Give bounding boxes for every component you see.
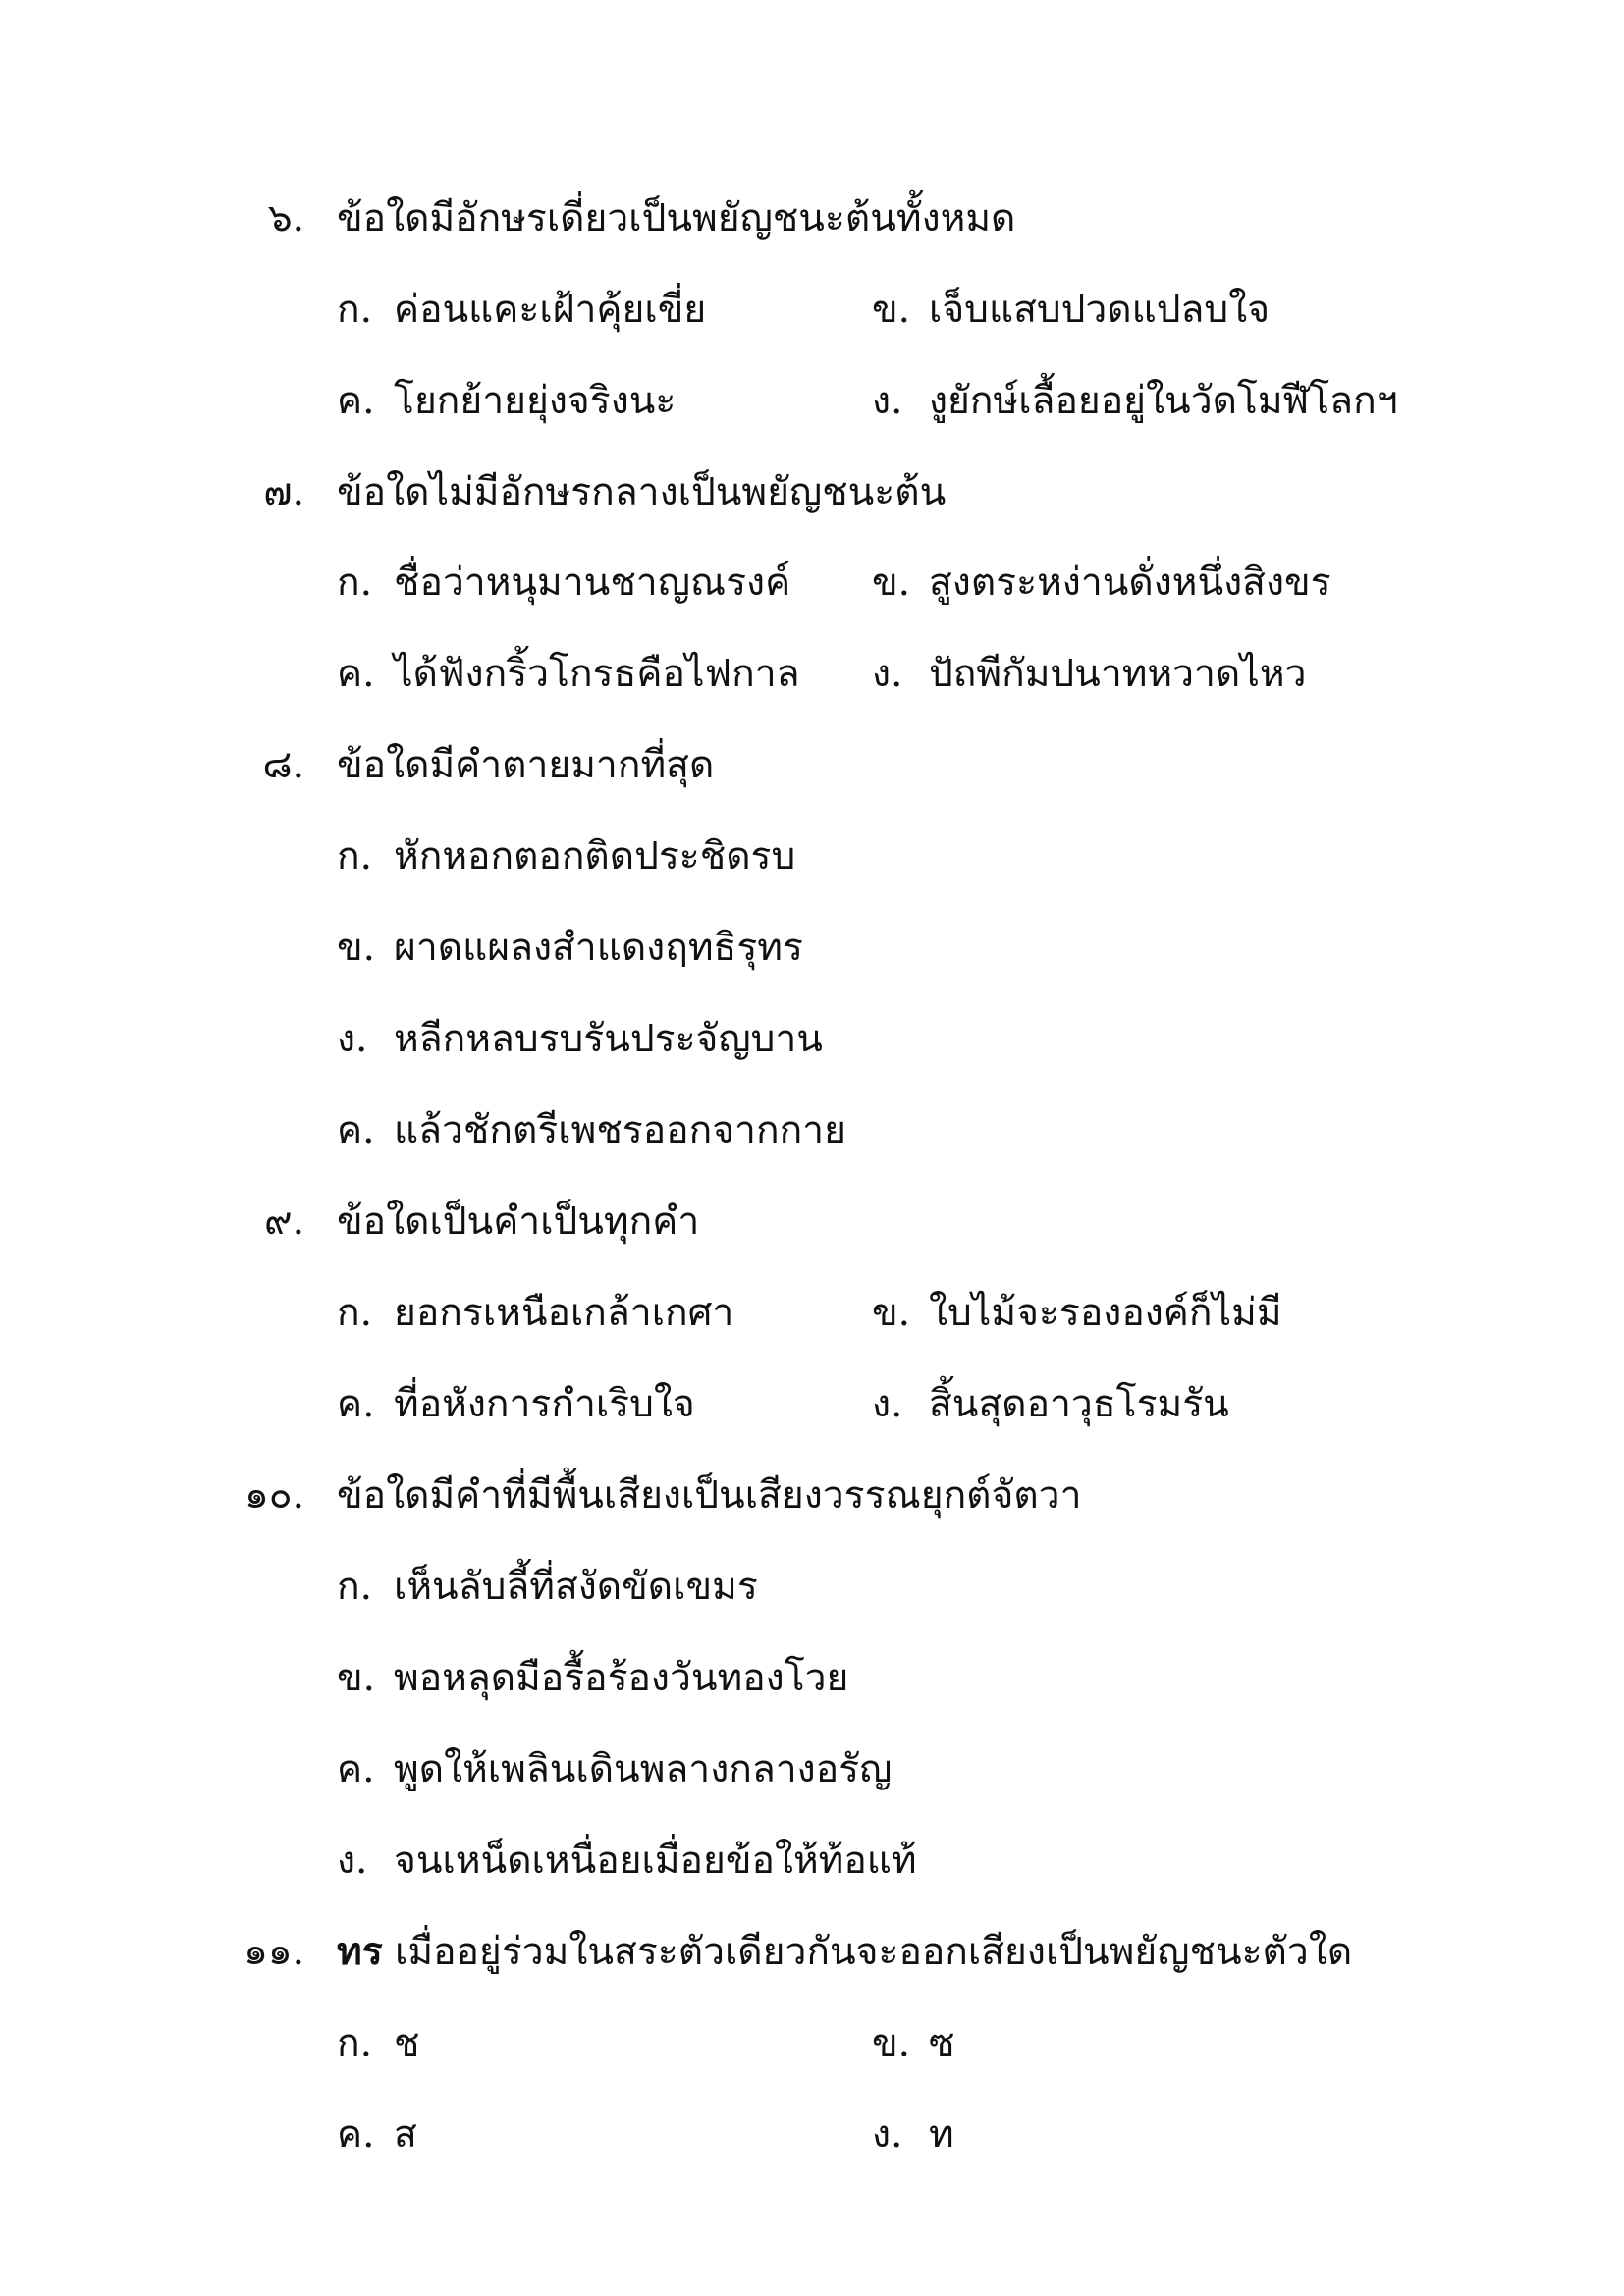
question-number: ๙. — [264, 1200, 304, 1244]
option-text: ใบไม้จะรององค์ก็ไม่มี — [929, 1291, 1282, 1335]
option-b — [337, 926, 803, 970]
option-a — [337, 561, 791, 605]
option-label: ง. — [872, 2112, 903, 2157]
option-label: ง. — [872, 1382, 903, 1426]
option-label: ก. — [337, 1565, 373, 1609]
question-number: ๖. — [267, 196, 304, 240]
option-text: เห็นลับลี้ที่สงัดขัดเขมร — [394, 1565, 758, 1609]
option-text: ปัถพีกัมปนาทหวาดไหว — [929, 652, 1307, 696]
option-d — [337, 1839, 917, 1883]
question-number: ๑๑. — [244, 1930, 304, 1974]
option-a — [337, 288, 707, 332]
option-b — [872, 288, 1271, 332]
option-text: งูยักษ์เลื้อยอยู่ในวัดโมฬีโลกฯ — [929, 379, 1398, 423]
option-text: เจ็บแสบปวดแปลบใจ — [929, 288, 1271, 332]
option-d — [337, 1017, 823, 1061]
option-label: ข. — [872, 2021, 911, 2065]
option-text: ซ — [929, 2021, 955, 2065]
option-label: ข. — [872, 288, 911, 332]
option-label: ก. — [337, 1291, 373, 1335]
option-label: ก. — [337, 288, 373, 332]
option-c — [337, 379, 677, 423]
question-text: ข้อใดมีคำตายมากที่สุด — [337, 743, 715, 787]
option-text: โยกย้ายยุ่งจริงนะ — [394, 379, 677, 423]
question-text: ข้อใดมีคำที่มีพื้นเสียงเป็นเสียงวรรณยุกต์จัตวา — [337, 1473, 1082, 1518]
option-c — [337, 1747, 893, 1791]
question-number: ๗. — [263, 470, 304, 514]
option-text: ยอกรเหนือเกล้าเกศา — [394, 1291, 734, 1335]
option-d — [872, 1382, 1229, 1426]
option-label: ค. — [337, 379, 375, 423]
question-text: ข้อใดเป็นคำเป็นทุกคำ — [337, 1200, 700, 1244]
option-text: ส — [394, 2112, 417, 2157]
option-text: ผาดแผลงสำแดงฤทธิรุทร — [394, 926, 803, 970]
option-text: หักหอกตอกติดประชิดรบ — [394, 834, 796, 879]
option-label: ค. — [337, 1108, 375, 1152]
option-a — [337, 834, 796, 879]
option-label: ง. — [337, 1839, 368, 1883]
option-label: ง. — [872, 379, 903, 423]
option-c — [337, 652, 800, 696]
option-c — [337, 1382, 695, 1426]
option-label: ค. — [337, 2112, 375, 2157]
question-number: ๘. — [262, 743, 304, 787]
question-text — [337, 1929, 1353, 1974]
option-text: ได้ฟังกริ้วโกรธคือไฟกาล — [394, 652, 800, 696]
option-label: ง. — [337, 1017, 368, 1061]
question-text: ข้อใดไม่มีอักษรกลางเป็นพยัญชนะต้น — [337, 470, 947, 514]
option-text: แล้วชักตรีเพชรออกจากกาย — [394, 1108, 846, 1152]
option-d — [872, 2112, 954, 2157]
option-label: ก. — [337, 561, 373, 605]
option-a — [337, 1565, 758, 1609]
option-label: ข. — [872, 561, 911, 605]
option-c — [337, 2112, 417, 2157]
option-text: ชื่อว่าหนุมานชาญณรงค์ — [394, 561, 791, 605]
option-label: ก. — [337, 834, 373, 879]
option-d — [872, 652, 1307, 696]
option-label: ง. — [872, 652, 903, 696]
option-text: พอหลุดมือรื้อร้องวันทองโวย — [394, 1656, 849, 1700]
option-d — [872, 379, 1398, 423]
option-text: สูงตระหง่านดั่งหนึ่งสิงขร — [929, 561, 1331, 605]
option-b — [872, 2021, 955, 2065]
option-b — [337, 1656, 849, 1700]
option-label: ข. — [337, 926, 376, 970]
option-label: ค. — [337, 1382, 375, 1426]
option-text: สิ้นสุดอาวุธโรมรัน — [929, 1382, 1229, 1426]
option-c — [337, 1108, 846, 1152]
option-text: ที่อหังการกำเริบใจ — [394, 1382, 695, 1426]
option-text: ช — [394, 2021, 420, 2065]
option-text: ท — [929, 2112, 954, 2157]
option-label: ค. — [337, 1747, 375, 1791]
option-text: หลีกหลบรบรันประจัญบาน — [394, 1017, 823, 1061]
option-a — [337, 2021, 420, 2065]
option-label: ก. — [337, 2021, 373, 2065]
option-text: จนเหน็ดเหนื่อยเมื่อยข้อให้ท้อแท้ — [394, 1839, 917, 1883]
option-label: ข. — [872, 1291, 911, 1335]
question-text-rest: เมื่ออยู่ร่วมในสระตัวเดียวกันจะออกเสียงเป็นพยัญชนะตัวใด — [382, 1930, 1353, 1974]
question-text: ข้อใดมีอักษรเดี่ยวเป็นพยัญชนะต้นทั้งหมด — [337, 196, 1016, 240]
option-label: ข. — [337, 1656, 376, 1700]
option-a — [337, 1291, 734, 1335]
option-b — [872, 1291, 1282, 1335]
question-number: ๑๐. — [244, 1473, 304, 1518]
option-label: ค. — [337, 652, 375, 696]
option-text: ค่อนแคะเฝ้าคุ้ยเขี่ย — [394, 288, 707, 332]
option-b — [872, 561, 1331, 605]
question-text-bold: ทร — [337, 1929, 383, 1974]
option-text: พูดให้เพลินเดินพลางกลางอรัญ — [394, 1747, 893, 1791]
